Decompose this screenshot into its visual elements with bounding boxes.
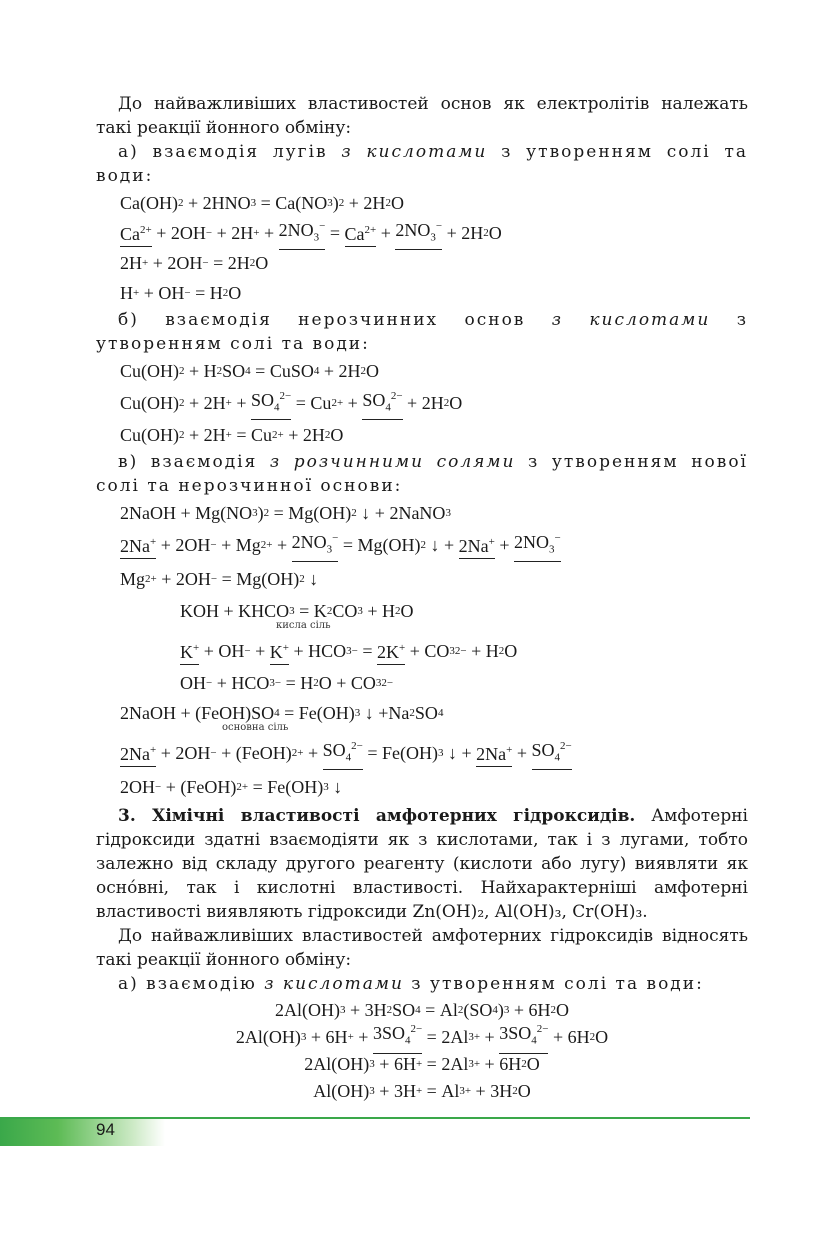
equation: Cu(OH) 2 + 2H + + $SO_4^{2-}$ = Cu 2+ + $SO_4^{2-}$ + 2H 2 O	[120, 386, 748, 420]
item-b: б) взаємодія нерозчинних основ з кислотами з утворенням солі та води:	[96, 310, 748, 354]
item-a2: а) взаємодію з кислотами з утворенням солі та води:	[118, 974, 704, 994]
section-3-paragraph: 3. Хімічні властивості амфотерних гідроксидів. Амфотерні гідроксиди здатні взаємодіяти як з кислотами, так і з лугами, тобто залежно від складу другого реагенту (кислоти або лугу) виявляти як осно́вні, так і кислотні властивості. Найхарактерніші амфотерні властивості виявляють гідроксиди Zn(OH)₂, Al(OH)₃, Cr(OH)₃.	[96, 806, 748, 922]
acid-salt-note: кисла сіль	[276, 620, 331, 631]
page-number: 94	[96, 1120, 115, 1139]
intro2-paragraph: До найважливіших властивостей амфотерних гідроксидів відносять такі реакції йонного обміну:	[96, 926, 748, 970]
item-a: а) взаємодія лугів з кислотами з утворенням солі та води:	[96, 142, 748, 186]
section-3-title: 3. Хімічні властивості амфотерних гідроксидів.	[118, 806, 636, 826]
equation: H + + OH − = H 2 O	[120, 283, 242, 303]
equation: Mg 2+ + 2OH − = Mg(OH) 2 ↓	[120, 569, 319, 589]
equation: Ca(OH) 2 + 2HNO 3 = Ca(NO 3 ) 2 + 2H 2 O	[120, 193, 404, 213]
equation: Cu(OH) 2 + H 2 SO 4 = CuSO 4 + 2H 2 O	[120, 361, 379, 381]
equation: 2OH − + (FeOH) 2+ = Fe(OH) 3 ↓	[120, 777, 343, 797]
equation: Al(OH) 3 + 3H + = Al 3+ + 3H 2 O	[313, 1080, 531, 1101]
footer-page-tab	[0, 1119, 165, 1146]
equation: $Ca^{2+}$ + 2OH − + 2H + + $2NO_3^-$ = $Ca^{2+}$ + $2NO_3^-$ + 2H 2 O	[120, 218, 748, 248]
item-c: в) взаємодія з розчинними солями з утворенням нової солі та нерозчинної основи:	[96, 452, 748, 496]
basic-salt-note: основна сіль	[222, 722, 289, 733]
equation: 2Na+ + 2OH − + (FeOH) 2+ + $SO_4^{2-}$ = Fe(OH) 3 ↓ + 2Na+ + $SO_4^{2-}$	[120, 736, 748, 770]
equation: OH − + HCO 3 − = H 2 O + CO 3 2−	[180, 673, 394, 693]
page-content	[96, 92, 748, 1104]
intro-paragraph: До найважливіших властивостей основ як електролітів належать такі реакції йонного обміну:	[96, 94, 748, 138]
equation: KOH + KHCO 3 = K 2 CO 3 + H 2 O	[180, 601, 414, 621]
equation: K+ + OH − + K+ + HCO 3 − = 2K+ + CO 3 2− + H 2 O	[180, 634, 748, 668]
equation: Cu(OH) 2 + 2H + = Cu 2+ + 2H 2 O	[120, 425, 344, 445]
equation: 2H + + 2OH − = 2H 2 O	[120, 253, 269, 273]
equation: 2Al(OH) 3 + 3H 2 SO 4 = Al 2 (SO 4 ) 3 + 6H 2 O	[275, 999, 569, 1020]
equation: 2NaOH + Mg(NO 3 ) 2 = Mg(OH) 2 ↓ + 2NaNO 3	[120, 503, 451, 523]
equation: 2Al(OH) 3 + 6H + = 2Al 3+ + 6H 2 O	[304, 1053, 540, 1074]
equation: 2Al(OH) 3 + 6H + + $3SO_4^{2-}$ = 2Al 3+ + $3SO_4^{2-}$ + 6H 2 O	[96, 1023, 748, 1050]
equation: 2NaOH + (FeOH)SO 4 = Fe(OH) 3 ↓ +Na 2 SO 4	[120, 703, 444, 723]
equation: 2Na+ + 2OH − + Mg 2+ + $2NO_3^-$ = Mg(OH) 2 ↓ + 2Na+ + $2NO_3^-$	[120, 528, 748, 562]
